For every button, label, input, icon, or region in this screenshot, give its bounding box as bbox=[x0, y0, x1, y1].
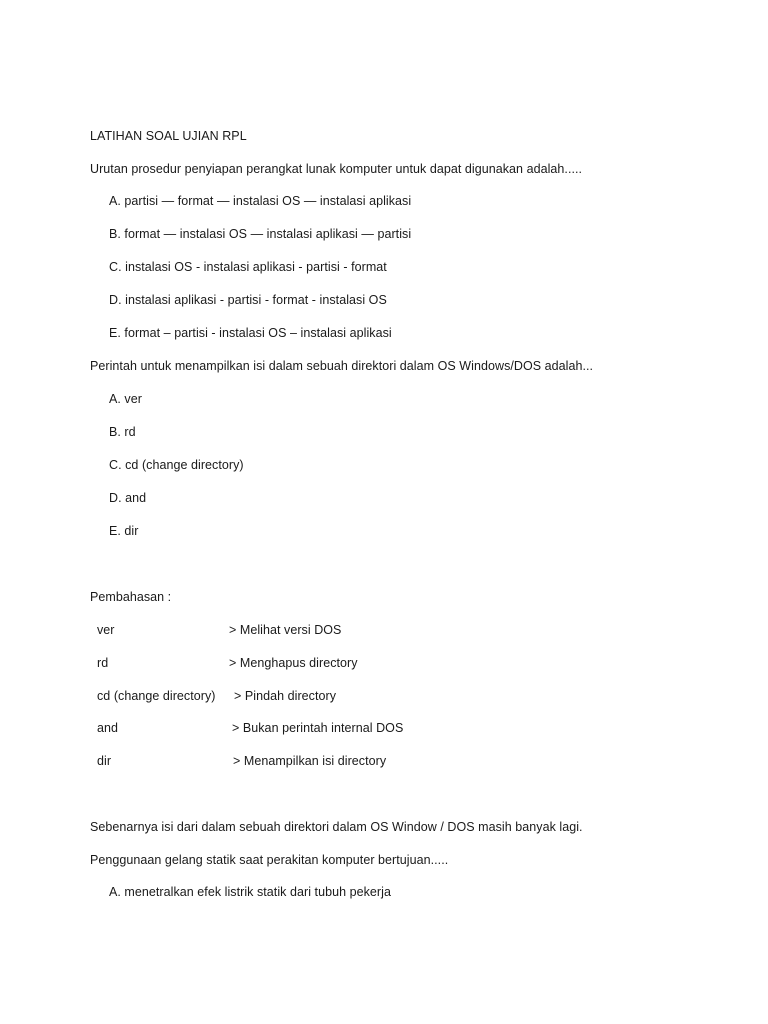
discussion-note: Sebenarnya isi dari dalam sebuah direktori dalam OS Window / DOS masih banyak lagi. bbox=[90, 820, 583, 834]
question-2-option-c: C. cd (change directory) bbox=[109, 458, 244, 472]
question-1-option-e: E. format – partisi - instalasi OS – instalasi aplikasi bbox=[109, 326, 392, 340]
discussion-desc-cd: > Pindah directory bbox=[234, 689, 336, 703]
question-2-text: Perintah untuk menampilkan isi dalam sebuah direktori dalam OS Windows/DOS adalah... bbox=[90, 359, 594, 373]
discussion-desc-dir: > Menampilkan isi directory bbox=[233, 754, 387, 768]
question-1-option-a: A. partisi — format — instalasi OS — instalasi aplikasi bbox=[109, 194, 412, 208]
document-title: LATIHAN SOAL UJIAN RPL bbox=[90, 129, 247, 143]
question-3-option-a: A. menetralkan efek listrik statik dari tubuh pekerja bbox=[109, 885, 391, 899]
discussion-term-cd: cd (change directory) bbox=[97, 689, 216, 703]
question-1-text: Urutan prosedur penyiapan perangkat lunak komputer untuk dapat digunakan adalah..... bbox=[90, 162, 583, 176]
question-2-option-e: E. dir bbox=[109, 524, 139, 538]
question-1-option-d: D. instalasi aplikasi - partisi - format - instalasi OS bbox=[109, 293, 387, 307]
discussion-desc-and: > Bukan perintah internal DOS bbox=[232, 721, 404, 735]
discussion-term-dir: dir bbox=[97, 754, 112, 768]
question-2-option-b: B. rd bbox=[109, 425, 136, 439]
question-3-text: Penggunaan gelang statik saat perakitan komputer bertujuan..... bbox=[90, 853, 449, 867]
discussion-desc-rd: > Menghapus directory bbox=[229, 656, 358, 670]
question-2-option-d: D. and bbox=[109, 491, 147, 505]
discussion-term-rd: rd bbox=[97, 656, 109, 670]
question-2-option-a: A. ver bbox=[109, 392, 142, 406]
question-1-option-b: B. format — instalasi OS — instalasi aplikasi — partisi bbox=[109, 227, 412, 241]
discussion-heading: Pembahasan : bbox=[90, 590, 172, 604]
question-1-option-c: C. instalasi OS - instalasi aplikasi - partisi - format bbox=[109, 260, 387, 274]
discussion-term-and: and bbox=[97, 721, 119, 735]
discussion-desc-ver: > Melihat versi DOS bbox=[229, 623, 342, 637]
discussion-term-ver: ver bbox=[97, 623, 115, 637]
